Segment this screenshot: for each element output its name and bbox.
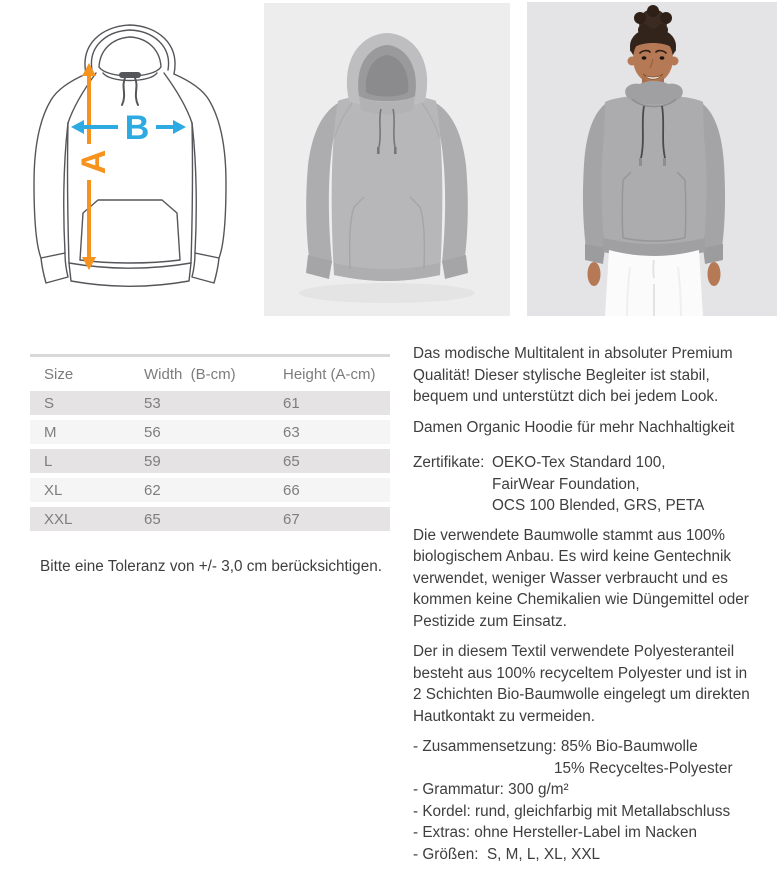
- size-diagram: [10, 10, 250, 310]
- certificate-line: OEKO-Tex Standard 100,: [492, 454, 666, 471]
- cell-height: 63: [283, 420, 390, 444]
- certificate-line: FairWear Foundation,: [492, 475, 640, 493]
- table-row: [30, 507, 390, 531]
- header-size: Size: [44, 365, 74, 383]
- cell-width: 56: [144, 420, 283, 444]
- table-row: [30, 449, 390, 473]
- certificates-label: Zertifikate:: [413, 454, 485, 471]
- cell-size: XXL: [30, 507, 144, 531]
- width-label: B: [124, 109, 150, 147]
- certificate-line: OCS 100 Blended, GRS, PETA: [492, 497, 705, 514]
- product-description: [413, 343, 759, 865]
- cell-size: S: [30, 391, 144, 415]
- cell-height: 65: [283, 449, 390, 473]
- spec-line: - Grammatur: 300 g/m²: [413, 781, 569, 798]
- spec-line: 15% Recyceltes-Polyester: [554, 759, 733, 777]
- model-illustration: [527, 2, 777, 316]
- cell-size: L: [30, 449, 144, 473]
- cell-size: M: [30, 420, 144, 444]
- header-width: Width (B-cm): [144, 365, 236, 383]
- table-row: [30, 391, 390, 415]
- size-table: [30, 354, 390, 536]
- cell-height: 67: [283, 507, 390, 531]
- product-photo-model: [527, 2, 777, 316]
- spec-line: - Zusammensetzung: 85% Bio-Baumwolle: [413, 738, 698, 755]
- hoodie-outline-drawing: [34, 25, 226, 286]
- certificates-lines: [492, 452, 759, 517]
- spec-line: - Extras: ohne Hersteller-Label im Nacken: [413, 824, 697, 841]
- description-intro: Das modische Multitalent in absoluter Premium Qualität! Dieser stylische Begleiter ist stabil, bequem und unterstützt dich bei jedem Look.: [413, 345, 733, 405]
- table-row: [30, 420, 390, 444]
- description-polyester: Der in diesem Textil verwendete Polyesteranteil besteht aus 100% recyceltem Polyester und ist in 2 Schichten Bio-Baumwolle eingelegt um direkten Hautkontakt zu vermeiden.: [413, 643, 750, 725]
- description-subtitle: Damen Organic Hoodie für mehr Nachhaltigkeit: [413, 418, 735, 436]
- cell-width: 53: [144, 391, 283, 415]
- cell-width: 65: [144, 507, 283, 531]
- description-cotton: Die verwendete Baumwolle stammt aus 100% biologischem Anbau. Es wird keine Gentechnik verwendet, weniger Wasser verbraucht und es kommen keine Chemikalien wie Düngemittel oder Pestizide zum Einsatz.: [413, 526, 749, 630]
- cell-size: XL: [30, 478, 144, 502]
- cell-width: 62: [144, 478, 283, 502]
- height-label: A: [75, 149, 113, 175]
- spec-line: - Größen: S, M, L, XL, XXL: [413, 845, 601, 863]
- table-row: [30, 478, 390, 502]
- header-height: Height (A-cm): [283, 365, 376, 383]
- cell-height: 66: [283, 478, 390, 502]
- spec-line: - Kordel: rund, gleichfarbig mit Metallabschluss: [413, 802, 731, 820]
- cell-width: 59: [144, 449, 283, 473]
- product-photo-flat: [264, 3, 510, 316]
- spec-list: [413, 736, 759, 865]
- size-table-header-row: [30, 362, 390, 386]
- tolerance-note: Bitte eine Toleranz von +/- 3,0 cm berücksichtigen.: [40, 558, 382, 575]
- certificates-block: [413, 452, 759, 517]
- cell-height: 61: [283, 391, 390, 415]
- flat-hoodie-illustration: [264, 3, 510, 316]
